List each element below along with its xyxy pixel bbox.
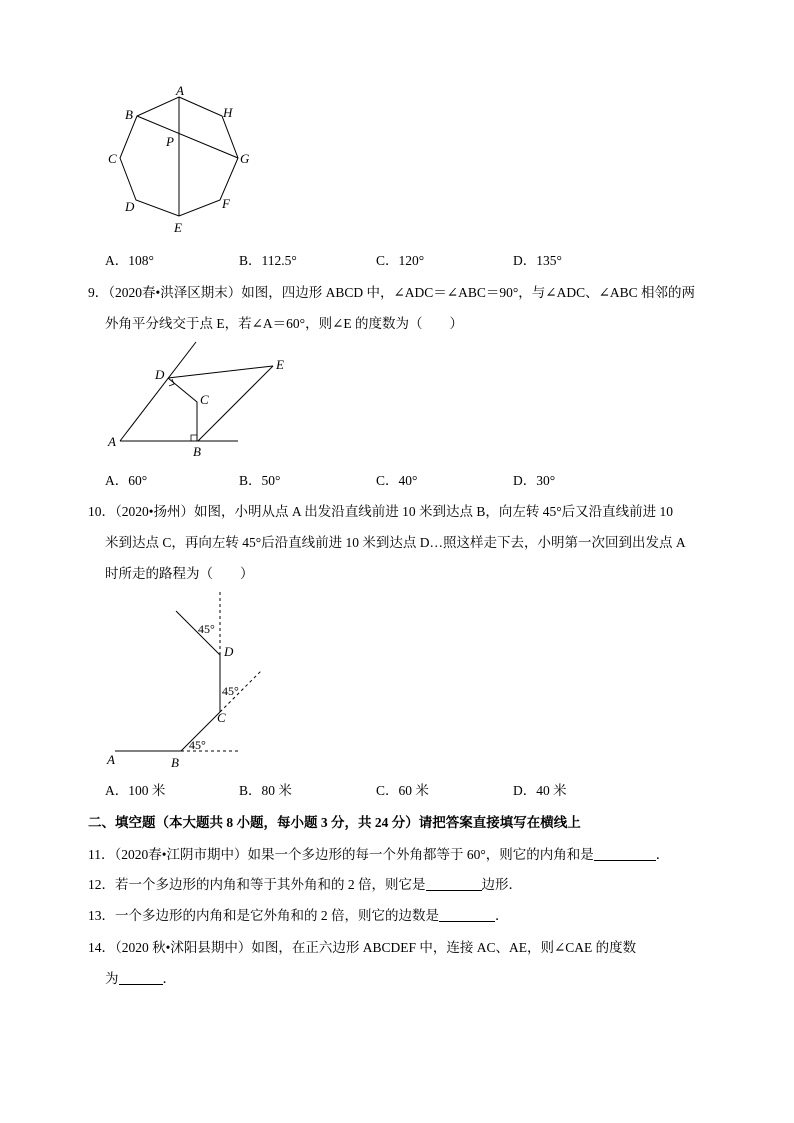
label-b: B <box>125 107 133 122</box>
q9-stem-line2: 外角平分线交于点 E，若∠A＝60°，则∠E 的度数为（ ） <box>105 316 464 331</box>
q12-text: 12．若一个多边形的内角和等于其外角和的 2 倍，则它是 <box>88 877 426 892</box>
q10-option-d[interactable]: D．40 米 <box>513 783 567 798</box>
q8-option-b[interactable]: B．112.5° <box>239 253 297 268</box>
q9-option-d[interactable]: D．30° <box>513 473 556 488</box>
q14-end: ． <box>162 971 176 986</box>
q8-option-d[interactable]: D．135° <box>513 253 562 268</box>
q14-text: 为 <box>105 971 119 986</box>
q10-option-a[interactable]: A．100 米 <box>105 783 166 798</box>
q8-options <box>105 249 705 267</box>
q13-answer-blank[interactable] <box>439 907 495 922</box>
q9-stem-line1: 9．（2020春•洪泽区期末）如图，四边形 ABCD 中，∠ADC＝∠ABC＝90°，与∠ADC、∠ABC 相邻的两 <box>88 285 696 300</box>
q9-option-a[interactable]: A．60° <box>105 473 148 488</box>
label-d: D <box>125 199 135 214</box>
q14-stem-line2 <box>105 967 176 987</box>
q9-label-d: D <box>155 367 165 382</box>
q13-stem <box>88 904 509 924</box>
q8-octagon-figure <box>100 78 270 236</box>
q9-quadrilateral-figure <box>100 340 300 462</box>
q9-option-b[interactable]: B．50° <box>239 473 281 488</box>
q9-option-c[interactable]: C．40° <box>376 473 418 488</box>
label-g: G <box>240 151 250 166</box>
label-c: C <box>108 151 117 166</box>
diagonal-bg <box>137 116 238 158</box>
q10-option-c[interactable]: C．60 米 <box>376 783 429 798</box>
label-f: F <box>222 196 230 211</box>
label-a: A <box>176 83 184 98</box>
q10-options <box>105 779 705 797</box>
q10-label-d: D <box>224 644 234 659</box>
q10-label-a: A <box>107 752 115 767</box>
q8-option-c[interactable]: C．120° <box>376 253 425 268</box>
q10-angle-label-3: 45° <box>198 622 215 636</box>
q13-end: ． <box>495 908 509 923</box>
q10-stem-line2: 米到达点 C，再向左转 45°后沿直线前进 10 米到达点 D…照这样走下去，小明第一次回到出发点 A <box>105 535 686 550</box>
q10-label-b: B <box>171 755 179 768</box>
q11-end: ． <box>655 847 670 862</box>
q10-angle-label-2: 45° <box>222 684 239 698</box>
q14-answer-blank[interactable] <box>119 970 163 985</box>
q12-answer-blank[interactable] <box>426 876 482 891</box>
q10-label-c: C <box>217 710 226 725</box>
section2-title: 二、填空题（本大题共 8 小题，每小题 3 分，共 24 分）请把答案直接填写在横线上 <box>88 815 581 830</box>
q11-answer-blank[interactable] <box>594 846 656 861</box>
q9-label-b: B <box>193 444 201 459</box>
q10-path-figure <box>100 588 270 768</box>
q9-label-c: C <box>200 392 209 407</box>
q12-end: 边形． <box>481 877 522 892</box>
q8-option-a[interactable]: A．108° <box>105 253 154 268</box>
q10-stem-line3: 时所走的路程为（ ） <box>105 566 254 581</box>
q14-stem-line1: 14．（2020 秋•沭阳县期中）如图，在正六边形 ABCDEF 中，连接 AC、AE，则∠CAE 的度数 <box>88 940 637 955</box>
q9-label-a: A <box>108 434 116 449</box>
q11-text: 11．（2020春•江阴市期中）如果一个多边形的每一个外角都等于 60°，则它的内角和是 <box>88 847 594 862</box>
q13-text: 13．一个多边形的内角和是它外角和的 2 倍，则它的边数是 <box>88 908 439 923</box>
q9-options <box>105 469 705 487</box>
q11-stem <box>88 843 669 863</box>
q12-stem <box>88 873 522 893</box>
q10-angle-label-1: 45° <box>189 738 206 752</box>
q10-option-b[interactable]: B．80 米 <box>239 783 292 798</box>
q9-label-e: E <box>276 357 284 372</box>
label-p: P <box>166 134 174 149</box>
label-h: H <box>223 105 233 120</box>
q10-stem-line1: 10．（2020•扬州）如图，小明从点 A 出发沿直线前进 10 米到达点 B，向左转 45°后又沿直线前进 10 <box>88 504 674 519</box>
label-e: E <box>174 220 182 235</box>
